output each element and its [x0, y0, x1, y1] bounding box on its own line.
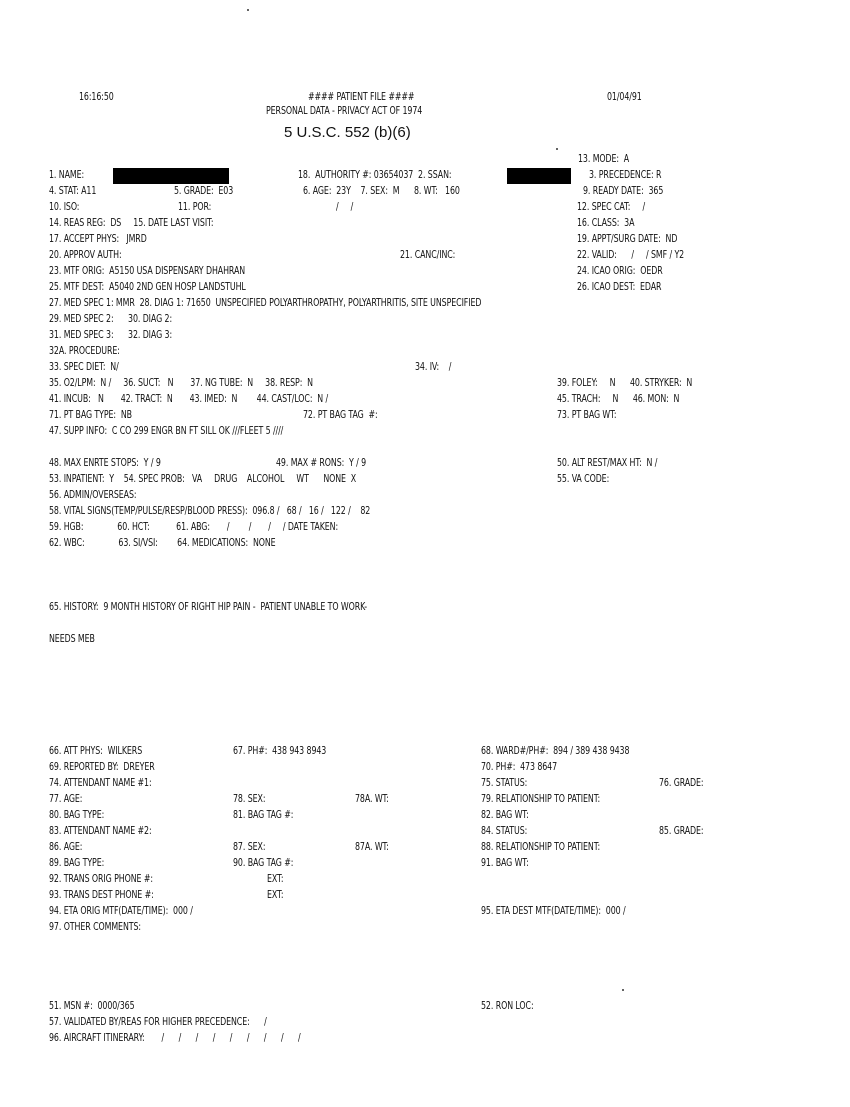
field-trach-mon: 45. TRACH: N 46. MON: N: [557, 394, 680, 405]
field-med-spec-3-diag-3: 31. MED SPEC 3: 32. DIAG 3:: [49, 330, 173, 341]
field-med-spec-1-diag-1: 27. MED SPEC 1: MMR 28. DIAG 1: 71650 UNSPECIFIED POLYARTHROPATHY, POLYARTHRITIS, SITE UNSPECIFIED: [49, 298, 482, 309]
field-iv: 34. IV: /: [415, 362, 452, 373]
report-date: 01/04/91: [607, 92, 642, 103]
field-icao-dest: 26. ICAO DEST: EDAR: [577, 282, 662, 293]
field-status-2: 84. STATUS:: [481, 826, 528, 837]
field-alt-rest-max-ht: 50. ALT REST/MAX HT: N /: [557, 458, 658, 469]
field-valid: 22. VALID: / / SMF / Y2: [577, 250, 685, 261]
redaction-box-name: [113, 168, 229, 184]
report-title: #### PATIENT FILE ####: [308, 92, 415, 103]
field-ph-reporter: 70. PH#: 473 8647: [481, 762, 558, 773]
field-por: 11. POR:: [178, 202, 212, 213]
field-max-enrte-stops: 48. MAX ENRTE STOPS: Y / 9: [49, 458, 161, 469]
field-trans-orig-ext: EXT:: [267, 874, 284, 885]
field-reas-reg: 14. REAS REG: DS 15. DATE LAST VISIT:: [49, 218, 214, 229]
field-ph-att-phys: 67. PH#: 438 943 8943: [233, 746, 327, 757]
speck-mark: [247, 9, 249, 11]
field-validated-by: 57. VALIDATED BY/REAS FOR HIGHER PRECEDENCE: /: [49, 1017, 267, 1028]
field-age-2: 86. AGE:: [49, 842, 83, 853]
field-aircraft-itinerary: 96. AIRCRAFT ITINERARY: / / / / / / / / /: [49, 1033, 301, 1044]
field-vital-signs: 58. VITAL SIGNS(TEMP/PULSE/RESP/BLOOD PRESS): 096.8 / 68 / 16 / 122 / 82: [49, 506, 371, 517]
speck-mark: [622, 989, 624, 991]
field-bag-type-1: 80. BAG TYPE:: [49, 810, 105, 821]
field-attendant-name-2: 83. ATTENDANT NAME #2:: [49, 826, 152, 837]
field-msn: 51. MSN #: 0000/365: [49, 1001, 135, 1012]
field-max-rons: 49. MAX # RONS: Y / 9: [276, 458, 367, 469]
field-bag-wt-1: 82. BAG WT:: [481, 810, 529, 821]
field-mode: 13. MODE: A: [578, 154, 630, 165]
field-att-phys: 66. ATT PHYS: WILKERS: [49, 746, 143, 757]
field-reported-by: 69. REPORTED BY: DREYER: [49, 762, 155, 773]
field-spec-diet: 33. SPEC DIET: N/: [49, 362, 119, 373]
field-class: 16. CLASS: 3A: [577, 218, 635, 229]
field-relationship-2: 88. RELATIONSHIP TO PATIENT:: [481, 842, 601, 853]
field-mtf-dest: 25. MTF DEST: A5040 2ND GEN HOSP LANDSTUHL: [49, 282, 246, 293]
field-trans-dest-phone: 93. TRANS DEST PHONE #:: [49, 890, 154, 901]
field-hgb-hct-abg: 59. HGB: 60. HCT: 61. ABG: / / / / DATE TAKEN:: [49, 522, 339, 533]
privacy-act-subtitle: PERSONAL DATA - PRIVACY ACT OF 1974: [266, 106, 423, 117]
field-mtf-orig: 23. MTF ORIG: A5150 USA DISPENSARY DHAHRAN: [49, 266, 246, 277]
field-authority-ssan: 18. AUTHORITY #: 03654037 2. SSAN:: [298, 170, 452, 181]
field-trans-orig-phone: 92. TRANS ORIG PHONE #:: [49, 874, 153, 885]
field-grade: 5. GRADE: E03: [174, 186, 234, 197]
field-trans-dest-ext: EXT:: [267, 890, 284, 901]
field-bag-tag-1: 81. BAG TAG #:: [233, 810, 294, 821]
report-time: 16:16:50: [79, 92, 114, 103]
field-ron-loc: 52. RON LOC:: [481, 1001, 534, 1012]
statute-citation: 5 U.S.C. 552 (b)(6): [284, 124, 411, 141]
field-pt-bag-type: 71. PT BAG TYPE: NB: [49, 410, 132, 421]
field-canc-inc: 21. CANC/INC:: [400, 250, 456, 261]
field-wt-1: 78A. WT:: [355, 794, 389, 805]
field-wbc-medications: 62. WBC: 63. SI/VSI: 64. MEDICATIONS: NONE: [49, 538, 276, 549]
field-wt-2: 87A. WT:: [355, 842, 389, 853]
field-incub-tract-imed-cast: 41. INCUB: N 42. TRACT: N 43. IMED: N 44. CAST/LOC: N /: [49, 394, 329, 405]
field-sex-2: 87. SEX:: [233, 842, 266, 853]
field-grade-1: 76. GRADE:: [659, 778, 704, 789]
field-bag-type-2: 89. BAG TYPE:: [49, 858, 105, 869]
field-med-spec-2-diag-2: 29. MED SPEC 2: 30. DIAG 2:: [49, 314, 173, 325]
field-eta-orig-mtf: 94. ETA ORIG MTF(DATE/TIME): 000 /: [49, 906, 193, 917]
field-o2-suct-ng-resp: 35. O2/LPM: N / 36. SUCT: N 37. NG TUBE: N 38. RESP: N: [49, 378, 313, 389]
field-bag-wt-2: 91. BAG WT:: [481, 858, 529, 869]
field-procedure: 32A. PROCEDURE:: [49, 346, 120, 357]
field-age-1: 77. AGE:: [49, 794, 83, 805]
speck-mark: [556, 148, 558, 150]
field-bag-tag-2: 90. BAG TAG #:: [233, 858, 294, 869]
field-ward-ph: 68. WARD#/PH#: 894 / 389 438 9438: [481, 746, 630, 757]
field-ready-date: 9. READY DATE: 365: [583, 186, 664, 197]
field-va-code: 55. VA CODE:: [557, 474, 610, 485]
field-appt-surg-date: 19. APPT/SURG DATE: ND: [577, 234, 678, 245]
field-approv-auth: 20. APPROV AUTH:: [49, 250, 122, 261]
field-history: 65. HISTORY: 9 MONTH HISTORY OF RIGHT HIP PAIN - PATIENT UNABLE TO WORK-: [49, 602, 368, 613]
field-precedence: 3. PRECEDENCE: R: [589, 170, 662, 181]
field-icao-orig: 24. ICAO ORIG: OEDR: [577, 266, 663, 277]
field-name: 1. NAME:: [49, 170, 85, 181]
field-foley-stryker: 39. FOLEY: N 40. STRYKER: N: [557, 378, 693, 389]
field-grade-2: 85. GRADE:: [659, 826, 704, 837]
field-pt-bag-wt: 73. PT BAG WT:: [557, 410, 617, 421]
field-stat: 4. STAT: A11: [49, 186, 97, 197]
field-sex-1: 78. SEX:: [233, 794, 266, 805]
field-pt-bag-tag: 72. PT BAG TAG #:: [303, 410, 378, 421]
field-admin-overseas: 56. ADMIN/OVERSEAS:: [49, 490, 137, 501]
field-eta-dest-mtf: 95. ETA DEST MTF(DATE/TIME): 000 /: [481, 906, 626, 917]
field-accept-phys: 17. ACCEPT PHYS: JMRD: [49, 234, 147, 245]
field-supp-info: 47. SUPP INFO: C CO 299 ENGR BN FT SILL OK ///FLEET 5 ////: [49, 426, 284, 437]
field-attendant-name-1: 74. ATTENDANT NAME #1:: [49, 778, 152, 789]
field-age-sex-wt: 6. AGE: 23Y 7. SEX: M 8. WT: 160: [303, 186, 460, 197]
field-inpatient-spec-prob: 53. INPATIENT: Y 54. SPEC PROB: VA DRUG ALCOHOL WT NONE X: [49, 474, 357, 485]
redaction-box-ssan: [507, 168, 571, 184]
field-slashes: / /: [336, 202, 354, 213]
field-relationship-1: 79. RELATIONSHIP TO PATIENT:: [481, 794, 601, 805]
field-spec-cat: 12. SPEC CAT: /: [577, 202, 646, 213]
history-continuation: NEEDS MEB: [49, 634, 95, 645]
field-status-1: 75. STATUS:: [481, 778, 528, 789]
field-other-comments: 97. OTHER COMMENTS:: [49, 922, 141, 933]
field-iso: 10. ISO:: [49, 202, 80, 213]
